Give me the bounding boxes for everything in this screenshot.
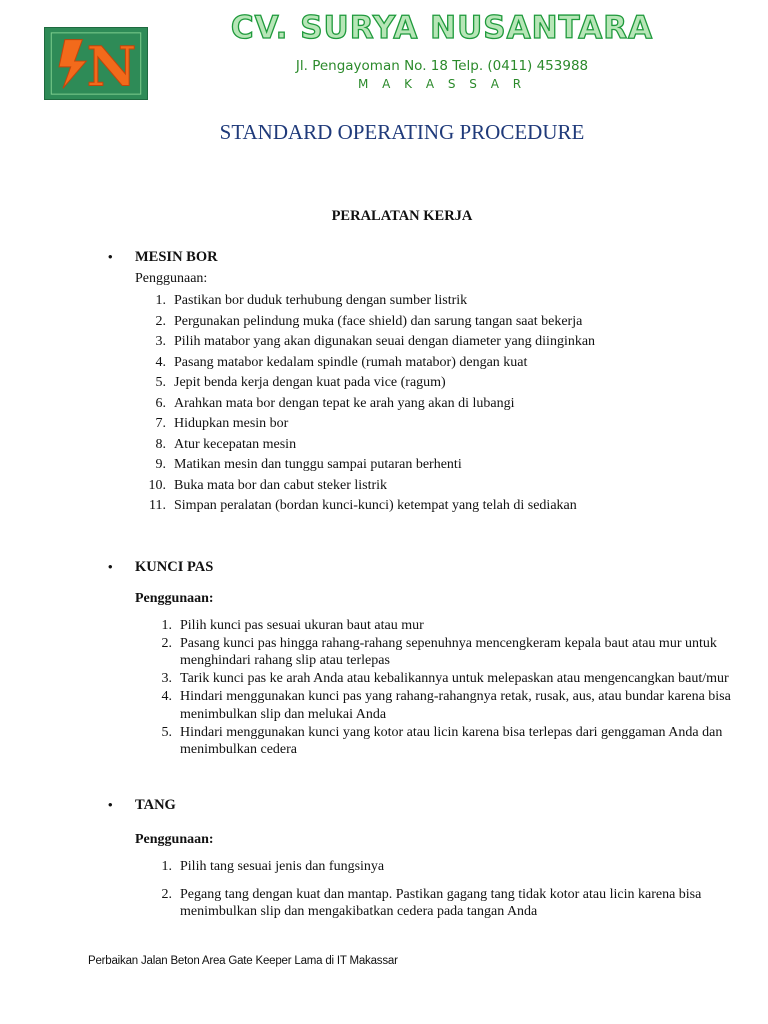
step-text: Pilih tang sesuai jenis dan fungsinya <box>180 859 385 874</box>
step-text: Matikan mesin dan tunggu sampai putaran berhenti <box>174 457 462 472</box>
step-number: 1. <box>161 859 172 874</box>
steps-list-tang <box>142 858 732 931</box>
heading-text: KUNCI PAS <box>135 559 214 575</box>
step-number: 5. <box>155 375 166 390</box>
step-text: Jepit benda kerja dengan kuat pada vice (ragum) <box>174 375 446 390</box>
step-number: 1. <box>155 293 166 308</box>
step-text: Simpan peralatan (bordan kunci-kunci) ketempat yang telah di sediakan <box>174 498 577 513</box>
step-number: 9. <box>155 457 166 472</box>
list-item <box>136 435 595 456</box>
step-text: Pasang kunci pas hingga rahang-rahang sepenuhnya mencengkeram kepala baut atau mur untuk menghindari rahang slip atau terlepas <box>180 635 717 669</box>
document-title: STANDARD OPERATING PROCEDURE <box>219 120 585 144</box>
step-number: 10. <box>148 477 166 493</box>
list-item <box>136 414 595 435</box>
step-number: 4. <box>161 689 172 705</box>
list-item <box>142 635 732 670</box>
list-item <box>136 373 595 394</box>
section-heading-tang <box>108 797 176 814</box>
step-text: Pasang matabor kedalam spindle (rumah matabor) dengan kuat <box>174 354 528 370</box>
lightning-logo-icon <box>45 28 147 99</box>
list-item <box>142 617 732 635</box>
steps-list-mesin-bor <box>136 291 595 517</box>
section-heading-mesin-bor <box>108 249 218 266</box>
heading-text: MESIN BOR <box>135 249 218 265</box>
company-logo <box>44 27 148 100</box>
list-item <box>142 858 732 876</box>
company-address: Jl. Pengayoman No. 18 Telp. (0411) 453988 <box>295 58 589 74</box>
bullet-icon: • <box>108 559 113 574</box>
step-number: 2. <box>161 635 172 651</box>
list-item <box>136 332 595 353</box>
step-number: 6. <box>155 395 166 411</box>
list-item <box>136 496 595 517</box>
usage-label: Penggunaan: <box>135 591 214 606</box>
list-item <box>136 353 595 374</box>
list-item <box>142 886 732 921</box>
list-item <box>142 688 732 723</box>
step-text: Pergunakan pelindung muka (face shield) dan sarung tangan saat bekerja <box>174 313 583 329</box>
step-number: 3. <box>161 671 172 687</box>
step-text: Atur kecepatan mesin <box>174 436 297 452</box>
list-item <box>142 724 732 759</box>
step-number: 11. <box>149 498 166 513</box>
step-number: 3. <box>155 334 166 349</box>
usage-label: Penggunaan: <box>135 832 214 847</box>
company-name: CV. SURYA NUSANTARA <box>230 10 654 46</box>
step-text: Buka mata bor dan cabut steker listrik <box>174 477 388 493</box>
steps-list-kunci-pas <box>142 617 732 759</box>
step-text: Hindari menggunakan kunci pas yang rahang-rahangnya retak, rusak, aus, atau bundar karena bisa menimbulkan slip dan melukai Anda <box>180 689 731 722</box>
step-number: 2. <box>161 886 172 902</box>
list-item <box>136 455 595 476</box>
step-text: Pegang tang dengan kuat dan mantap. Pastikan gagang tang tidak kotor atau licin karena bisa menimbulkan slip dan mengakibatkan cedera pada tangan Anda <box>180 886 702 920</box>
list-item <box>136 394 595 415</box>
list-item <box>136 312 595 333</box>
list-item <box>142 670 732 688</box>
step-number: 5. <box>161 724 172 740</box>
section-title: PERALATAN KERJA <box>331 208 473 224</box>
logo-letter: N <box>86 34 137 99</box>
bullet-icon: • <box>108 797 113 812</box>
step-text: Pilih kunci pas sesuai ukuran baut atau mur <box>180 618 424 633</box>
step-text: Pilih matabor yang akan digunakan seuai dengan diameter yang diinginkan <box>174 334 596 349</box>
heading-text: TANG <box>135 797 176 813</box>
step-text: Hidupkan mesin bor <box>174 416 289 431</box>
step-number: 2. <box>155 313 166 329</box>
page-footer: Perbaikan Jalan Beton Area Gate Keeper Lama di IT Makassar <box>88 955 398 967</box>
step-number: 1. <box>161 618 172 633</box>
step-text: Tarik kunci pas ke arah Anda atau kebalikannya untuk melepaskan atau mengencangkan baut/mur <box>180 671 729 687</box>
step-text: Arahkan mata bor dengan tepat ke arah yang akan di lubangi <box>174 395 515 411</box>
step-number: 8. <box>155 436 166 452</box>
step-number: 4. <box>155 354 166 370</box>
section-heading-kunci-pas <box>108 559 213 576</box>
step-text: Pastikan bor duduk terhubung dengan sumber listrik <box>174 293 468 308</box>
step-number: 7. <box>155 416 166 431</box>
company-city: M A K A S S A R <box>357 77 527 91</box>
list-item <box>136 476 595 497</box>
step-text: Hindari menggunakan kunci yang kotor atau licin karena bisa terlepas dari genggaman Anda dan menimbulkan cedera <box>180 724 723 758</box>
usage-label: Penggunaan: <box>135 271 208 286</box>
list-item <box>136 291 595 312</box>
bullet-icon: • <box>108 249 113 264</box>
